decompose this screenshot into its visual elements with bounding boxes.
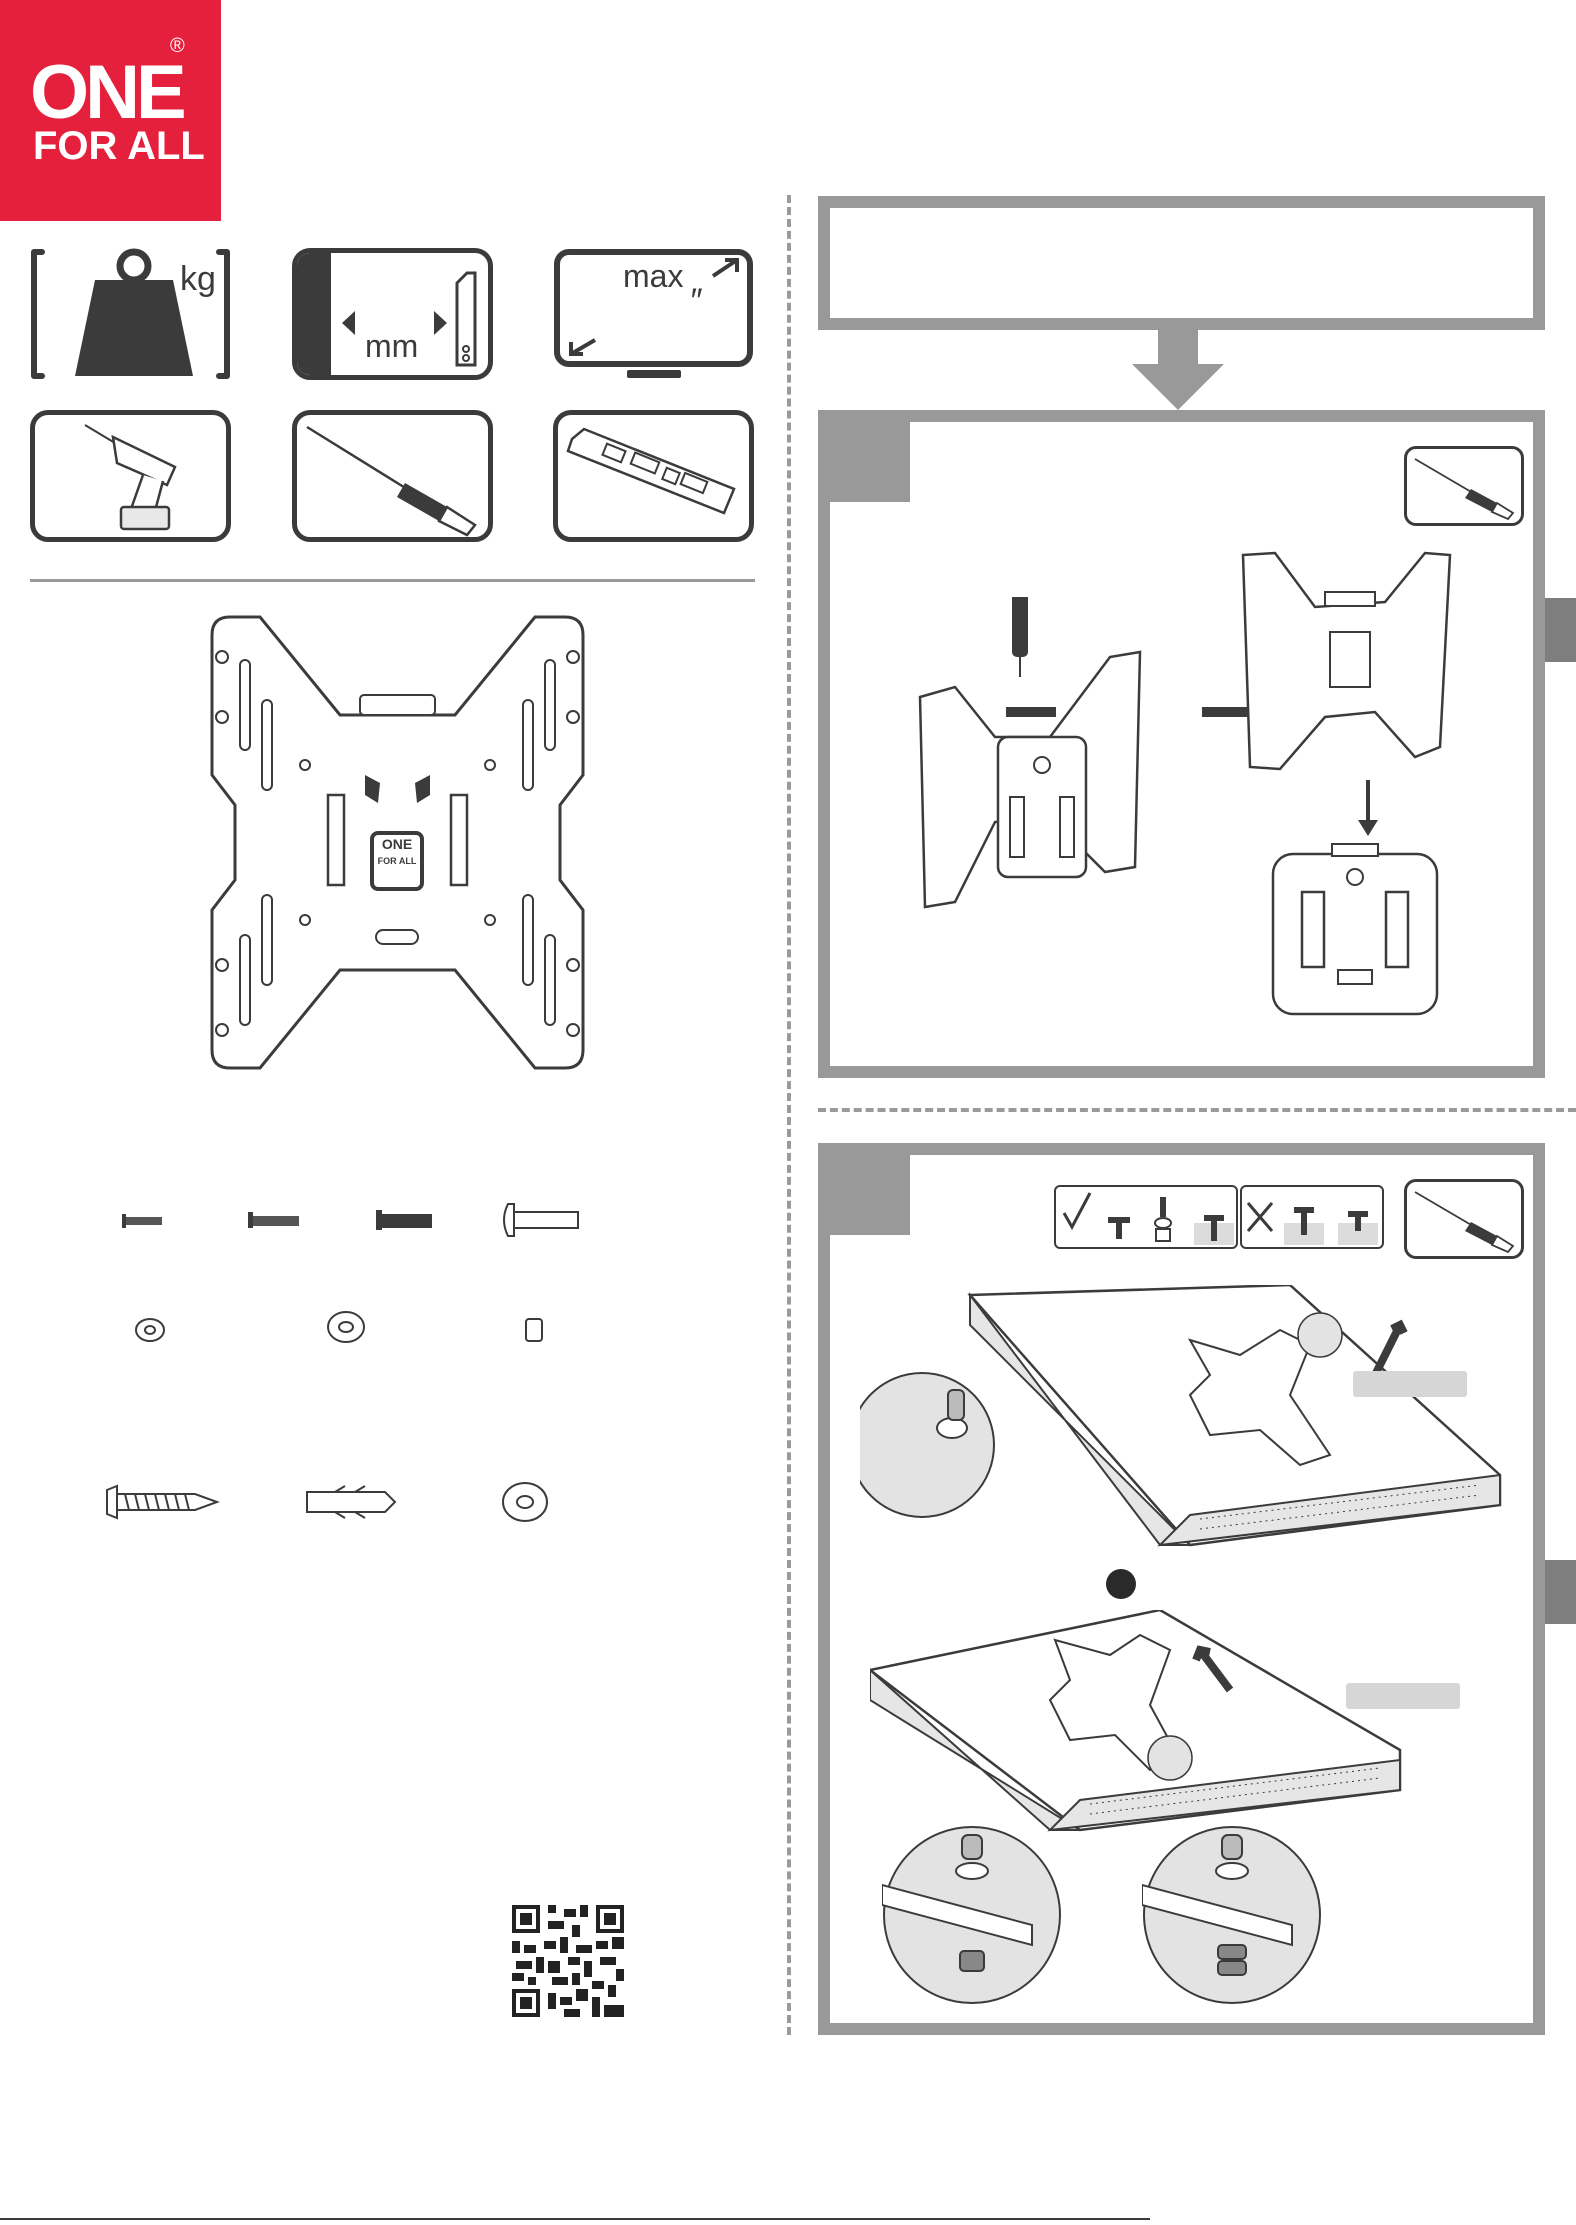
option-separator-dot (1106, 1569, 1136, 1599)
label-placeholder-a (1353, 1371, 1467, 1397)
footer-rule (0, 2218, 1150, 2220)
screen-size-unit: ″ (689, 282, 702, 320)
header-box (818, 196, 1545, 330)
down-arrow (1130, 330, 1226, 410)
logo-for-all-text: FOR ALL (33, 124, 205, 168)
logo-registered-mark: ® (170, 35, 185, 57)
plate-logo (374, 837, 420, 869)
drill-icon (30, 410, 231, 542)
brand-logo (0, 0, 221, 221)
section-dashed-divider (818, 1108, 1576, 1112)
plate-logo-line2: FOR ALL (377, 856, 417, 866)
section-divider (30, 579, 755, 582)
step-2-number-tab (830, 1155, 910, 1235)
washers-row (130, 1305, 550, 1345)
mounting-plate-illustration (200, 605, 595, 1080)
weight-icon (30, 248, 231, 380)
screen-size-icon (553, 248, 754, 380)
label-placeholder-b (1346, 1683, 1460, 1709)
plate-logo-line1: ONE (381, 836, 413, 852)
logo-one-text: ONE (30, 50, 183, 135)
step-1-panel (818, 410, 1545, 1078)
wall-fixings-row (105, 1480, 565, 1525)
qr-code (512, 1905, 624, 2017)
screwdriver-icon (1404, 446, 1524, 526)
weight-unit-label: kg (180, 260, 216, 298)
step-1-number-tab (830, 422, 910, 502)
thickness-icon (292, 248, 493, 380)
screwdriver-icon (1404, 1179, 1524, 1259)
side-tab-1 (1545, 598, 1576, 662)
step-2-panel (818, 1143, 1545, 2035)
incorrect-fitting-guide (1240, 1185, 1384, 1249)
bolts-row (110, 1200, 590, 1240)
side-tab-2 (1545, 1560, 1576, 1624)
column-divider (787, 195, 791, 2035)
thickness-unit-label: mm (365, 328, 419, 364)
screwdriver-icon (292, 410, 493, 542)
correct-fitting-guide (1054, 1185, 1238, 1249)
level-icon (553, 410, 754, 542)
screen-size-label: max (623, 258, 684, 294)
